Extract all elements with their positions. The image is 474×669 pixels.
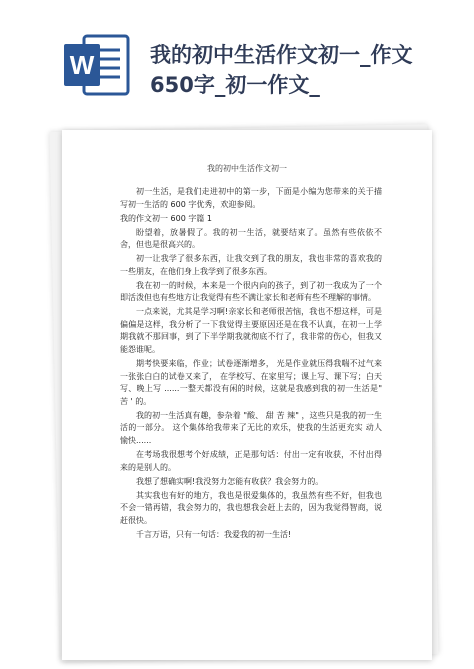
paragraph: 期考快要来临，作业；试卷逐渐增多， 光是作业就压得我喘不过气来一张张白白的试卷又来了， 在学校写、在家里写；课上写、课下写；白天写、晚上写 ......一整天都没有闲的时候，这就是我感到我的初一生活是" 苦 ' 的。 [120,359,382,406]
paragraph: 其实我也有好的地方，我也是很爱集体的，我虽然有些不好，但我也不会一错再错，我会努力的，我也想我会赶上去的，因为我觉得智商，说赶很快。 [120,490,382,525]
title-line-2: 650字_初一作文_ [150,73,320,97]
page-title [150,40,468,100]
paragraph: 一点来说，尤其是学习啊!亲家长和老师很苦恼，我也不想这样，可是偏偏是这样，我分析了一下我觉得主要原因还是在我不认真，在初一上学期我就不那回事，到了下半学期我就彻底不行了，我非常的伤心，但我又能怨谁呢。 [120,307,382,355]
document-page [62,130,432,660]
paragraph: 我想了想确实啊!我没努力怎能有收获？我会努力的。 [136,476,324,486]
title-line-1: 我的初中生活作文初一_作文 [150,43,413,67]
svg-text:W: W [69,50,95,80]
word-document-icon [62,32,132,98]
paragraph: 我的作文初一 600 字篇 1 [120,213,212,223]
document-heading: 我的初中生活作文初一 [207,164,287,173]
paragraph: 千言万语，只有一句话：我爱我的初一生活! [136,529,292,539]
document-body [120,186,382,543]
paragraph: 我在初一的时候，本来是一个很内向的孩子，到了初一我成为了一个即活泼但也有些地方让我觉得有些不满让家长和老师有些不理解的事情。 [120,280,382,303]
paragraph: 在考场我很想考个好成绩，正是那句话：付出一定有收获，不付出得来的是别人的。 [120,450,382,472]
paragraph: 初一生活，是我们走进初中的第一步，下面是小编为您带来的关于描写初一生活的 600 字优秀，欢迎参阅。 [120,187,382,209]
paragraph: 盼望着，放暑假了。我的初一生活，就要结束了。虽然有些依依不舍，但也是很高兴的。 [120,227,382,250]
paragraph: 我的初一生活真有趣，参杂着 "酸、 甜 苦 辣" ，这些只是我的初一生活的一部分。 这个集体给我带来了无比的欢乐，使我的生活更充实 动人 愉快...... [120,410,382,446]
banner [0,0,474,120]
paragraph: 初一让我学了很多东西，让我交到了我的朋友，我也非常的喜欢我的一些朋友，在他们身上我学到了很多东西。 [120,254,382,276]
